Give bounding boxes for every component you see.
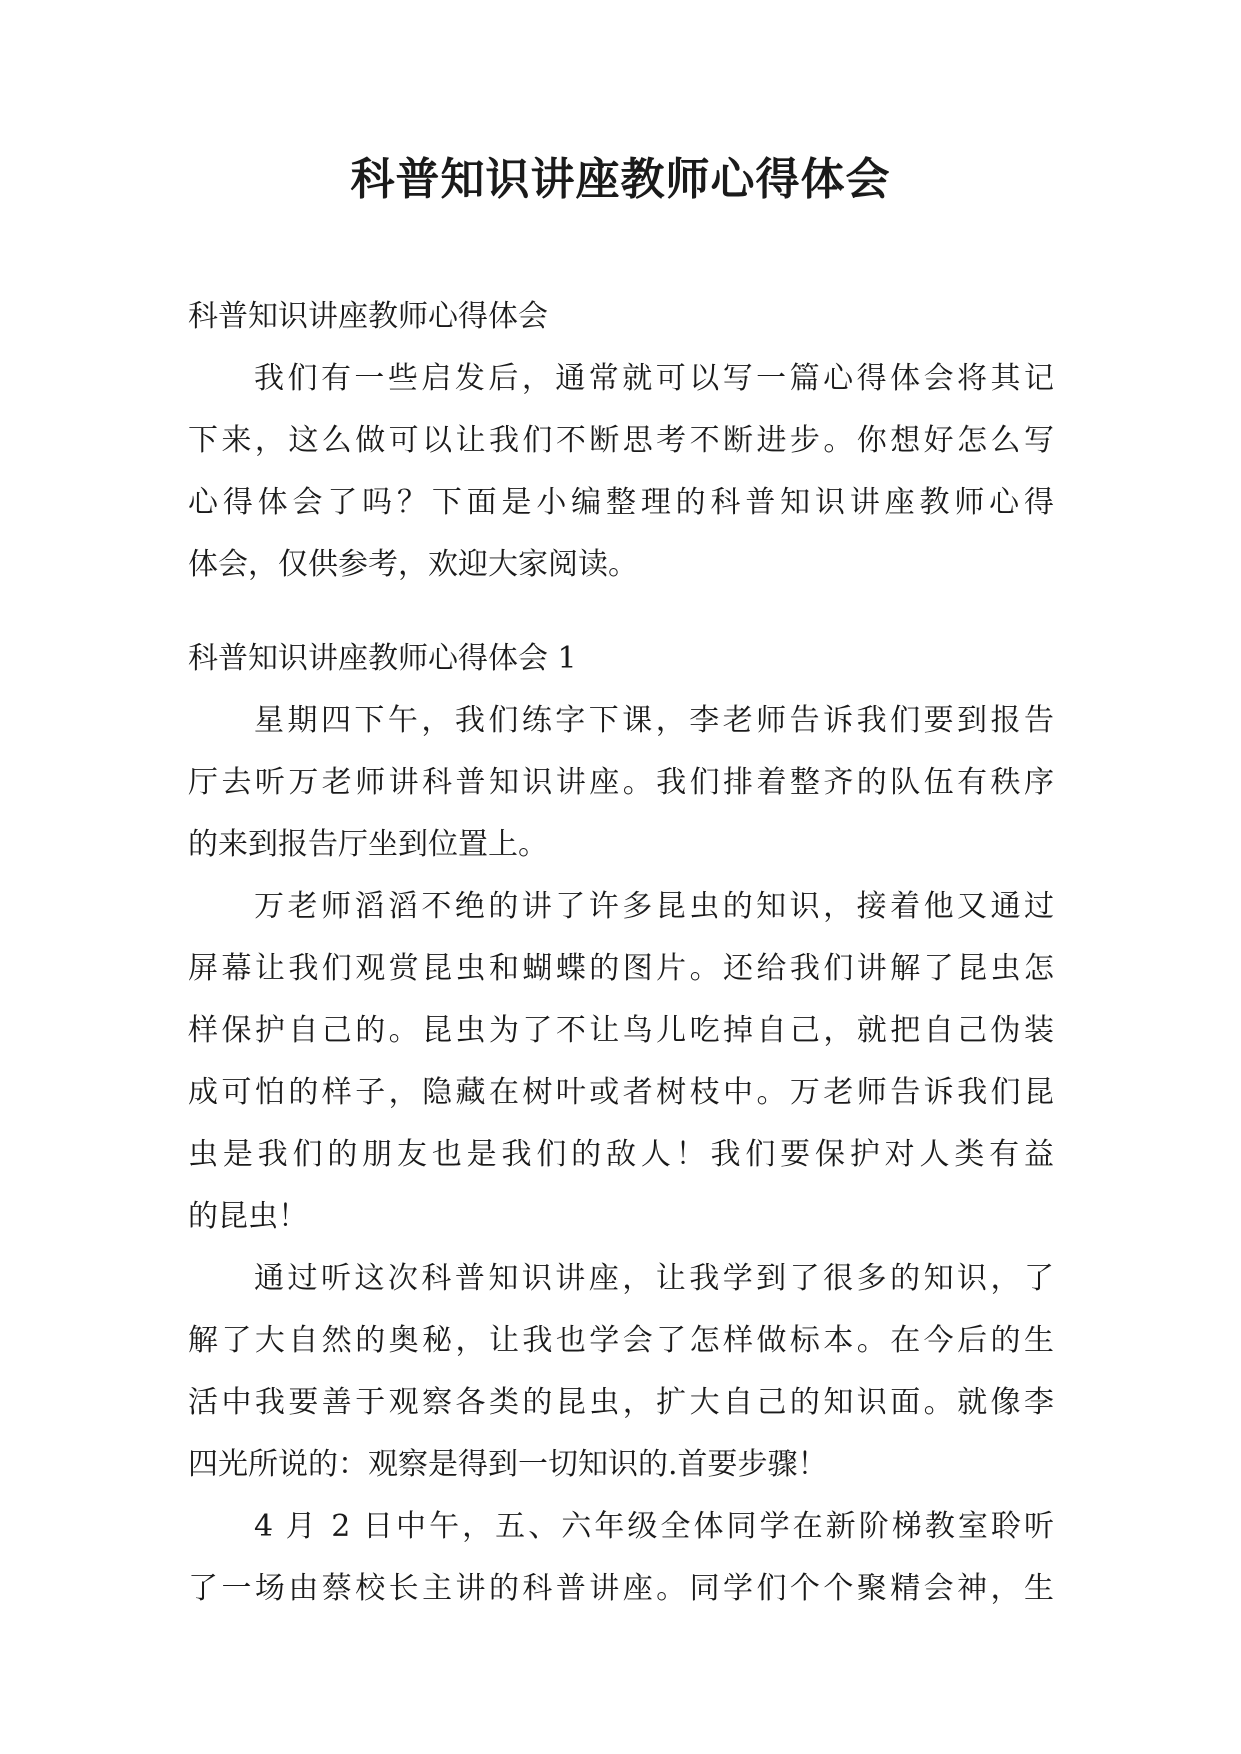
text-line: 星期四下午，我们练字下课，李老师告诉我们要到报告: [254, 703, 1054, 738]
section-heading: 科普知识讲座教师心得体会 1: [188, 641, 577, 676]
text-line: 样保护自己的。昆虫为了不让鸟儿吃掉自己，就把自己伪装: [188, 1013, 1054, 1048]
text-line: 的昆虫！: [188, 1199, 308, 1234]
paragraph-4: [188, 1496, 1054, 1620]
text-line: 虫是我们的朋友也是我们的敌人！我们要保护对人类有益: [188, 1137, 1054, 1172]
text-line: 了一场由蔡校长主讲的科普讲座。同学们个个聚精会神，生: [188, 1571, 1054, 1606]
text-line: 我们有一些启发后，通常就可以写一篇心得体会将其记: [254, 361, 1054, 396]
document-body: [188, 286, 1054, 1620]
paragraph-3: [188, 1248, 1054, 1496]
text-line: 厅去听万老师讲科普知识讲座。我们排着整齐的队伍有秩序: [188, 765, 1054, 800]
text-line: 心得体会了吗？下面是小编整理的科普知识讲座教师心得: [188, 485, 1054, 520]
text-line: 下来，这么做可以让我们不断思考不断进步。你想好怎么写: [188, 423, 1054, 458]
document-subtitle: 科普知识讲座教师心得体会: [188, 299, 548, 334]
text-line: 四光所说的：观察是得到一切知识的.首要步骤！: [188, 1447, 828, 1482]
text-line: 屏幕让我们观赏昆虫和蝴蝶的图片。还给我们讲解了昆虫怎: [188, 951, 1054, 986]
text-line: 活中我要善于观察各类的昆虫，扩大自己的知识面。就像李: [188, 1385, 1054, 1420]
text-line: 体会，仅供参考，欢迎大家阅读。: [188, 547, 638, 582]
spacer: [188, 596, 1054, 628]
text-line: 的来到报告厅坐到位置上。: [188, 827, 548, 862]
text-line: 万老师滔滔不绝的讲了许多昆虫的知识，接着他又通过: [254, 889, 1054, 924]
paragraph-1: [188, 690, 1054, 876]
text-line: 4 月 2 日中午，五、六年级全体同学在新阶梯教室聆听: [254, 1509, 1054, 1544]
paragraph-2: [188, 876, 1054, 1248]
document-title: 科普知识讲座教师心得体会: [350, 154, 891, 205]
intro-paragraph: [188, 348, 1054, 596]
text-line: 通过听这次科普知识讲座，让我学到了很多的知识，了: [254, 1261, 1054, 1296]
text-line: 解了大自然的奥秘，让我也学会了怎样做标本。在今后的生: [188, 1323, 1054, 1358]
text-line: 成可怕的样子，隐藏在树叶或者树枝中。万老师告诉我们昆: [188, 1075, 1054, 1110]
